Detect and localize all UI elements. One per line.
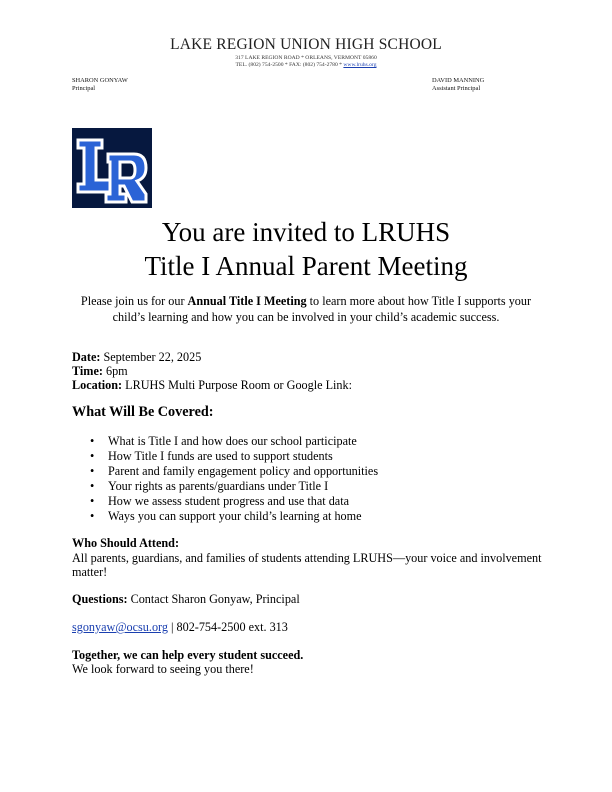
attend-text: All parents, guardians, and families of students attending LRUHS—your voice and involvement matter! <box>72 551 542 580</box>
school-address: 317 LAKE REGION ROAD * ORLEANS, VERMONT 05860 <box>235 55 377 61</box>
principal-title: Principal <box>72 85 96 92</box>
questions-line <box>72 592 542 606</box>
assistant-principal-block <box>432 77 484 93</box>
principal-block <box>72 77 128 93</box>
location-value: LRUHS Multi Purpose Room or Google Link: <box>125 378 352 392</box>
intro-bold-meeting: Annual Title I Meeting <box>187 294 307 308</box>
phone-fax-text: TEL. (802) 754-2500 * FAX: (802) 754-2780 * <box>235 62 342 68</box>
closing-bold: Together, we can help every student succeed. <box>72 648 304 662</box>
headline-line-2: Title I Annual Parent Meeting <box>144 251 468 281</box>
school-logo <box>72 128 152 208</box>
time-line <box>72 364 128 378</box>
closing-line: We look forward to seeing you there! <box>72 662 254 676</box>
list-item: • What is Title I and how does our school participate <box>72 434 542 449</box>
intro-paragraph <box>70 294 542 325</box>
date-line <box>72 350 201 364</box>
time-label: Time: <box>72 364 103 378</box>
school-phone-fax <box>0 62 612 69</box>
assistant-principal-name: DAVID MANNING <box>432 77 485 84</box>
list-item: • How Title I funds are used to support students <box>72 449 542 464</box>
list-item: • Parent and family engagement policy and opportunities <box>72 464 542 479</box>
website-link[interactable]: www.lruhs.org <box>343 62 377 68</box>
contact-phone: | 802-754-2500 ext. 313 <box>171 620 288 634</box>
attend-heading: Who Should Attend: <box>72 536 180 550</box>
questions-text: Contact Sharon Gonyaw, Principal <box>130 592 300 606</box>
list-item: • Your rights as parents/guardians under Title I <box>72 479 542 494</box>
assistant-principal-title: Assistant Principal <box>432 85 481 92</box>
location-line <box>72 378 352 392</box>
covered-heading: What Will Be Covered: <box>72 404 214 420</box>
time-value: 6pm <box>105 364 128 378</box>
email-link[interactable]: sgonyaw@ocsu.org <box>72 620 168 634</box>
questions-label: Questions: <box>72 592 128 606</box>
list-item: • Ways you can support your child’s learning at home <box>72 509 542 524</box>
intro-text-start: Please join us for our <box>80 294 188 308</box>
list-item: • How we assess student progress and use that data <box>72 494 542 509</box>
principal-name: SHARON GONYAW <box>72 77 128 84</box>
school-name: LAKE REGION UNION HIGH SCHOOL <box>170 36 442 53</box>
location-label: Location: <box>72 378 123 392</box>
intro-text-end: to learn more about how Title I supports your child’s learning and how you can be involved in your child’s academic success. <box>112 294 532 324</box>
date-label: Date: <box>72 350 101 364</box>
headline-line-1: You are invited to LRUHS <box>161 217 451 247</box>
date-value: September 22, 2025 <box>103 350 202 364</box>
covered-list <box>72 434 542 524</box>
contact-line <box>72 620 542 634</box>
